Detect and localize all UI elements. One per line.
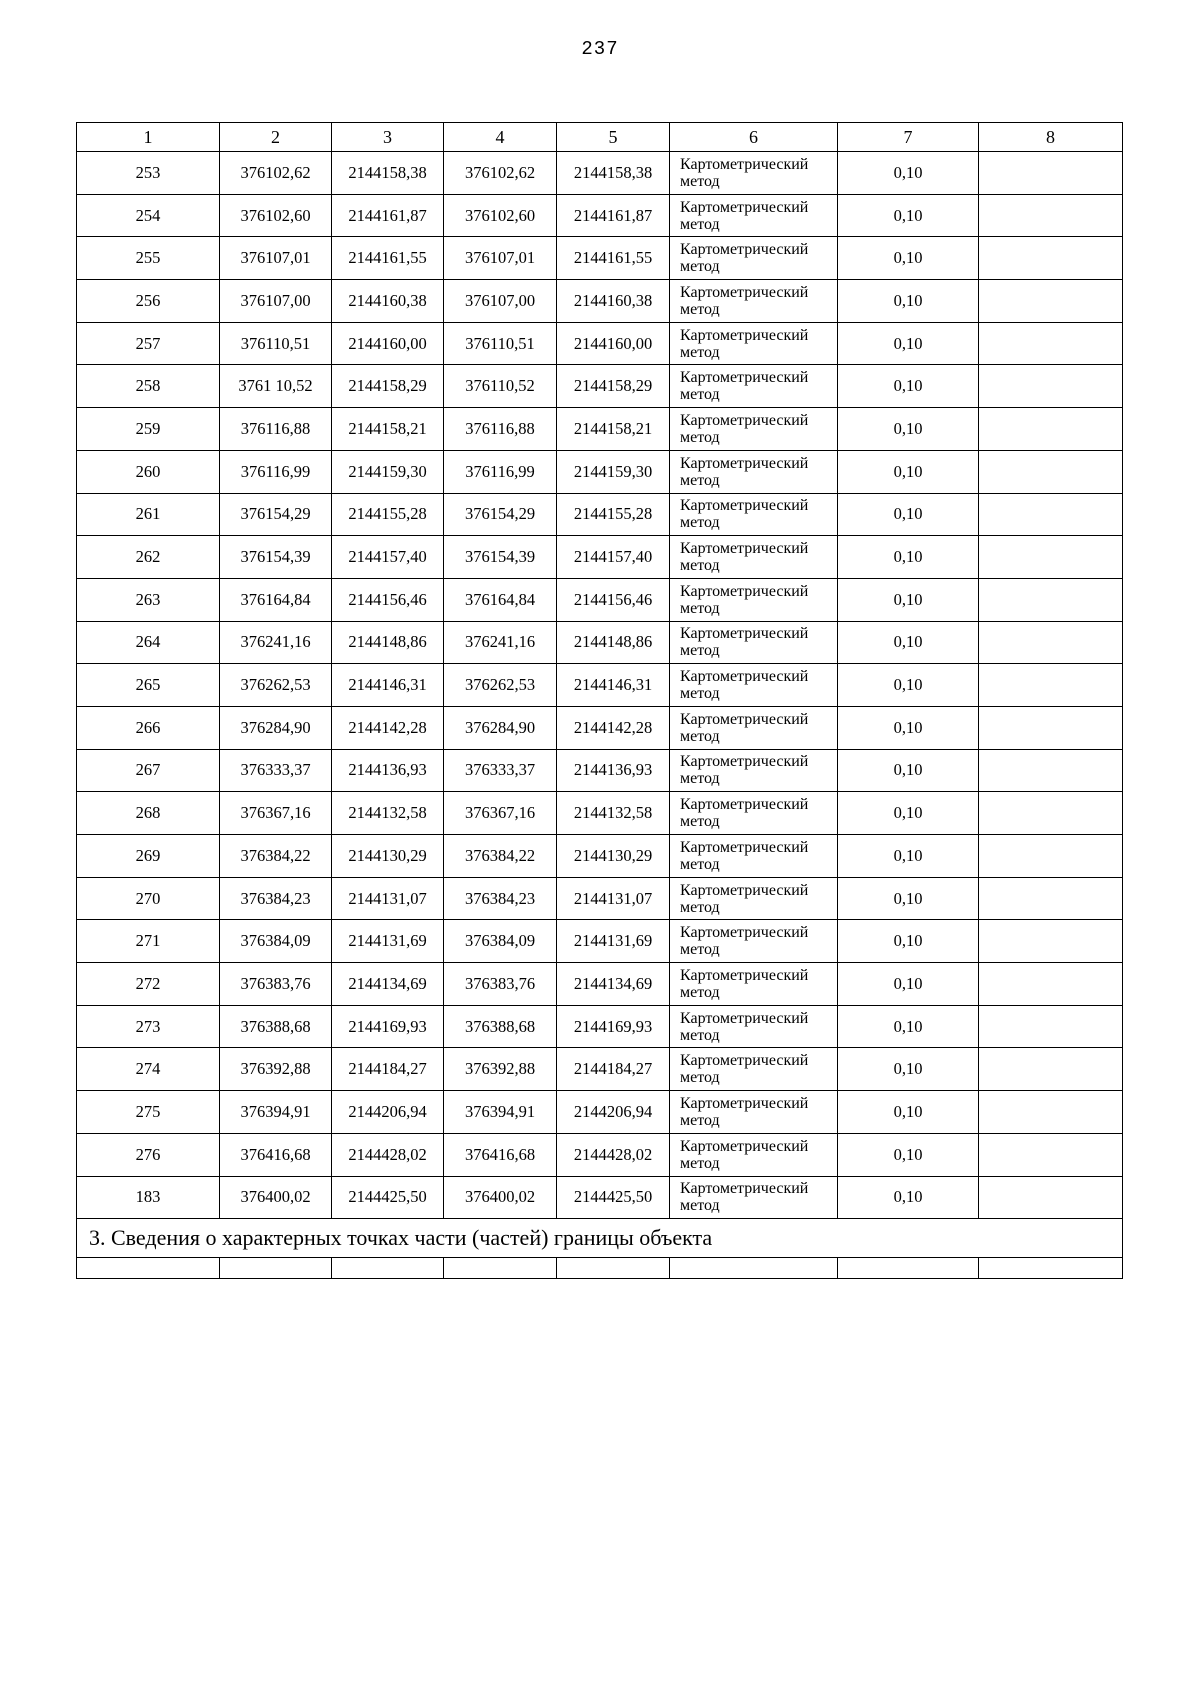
point-number-cell: 260 (77, 450, 220, 493)
method-line-1: Картометрический (680, 881, 809, 899)
point-number-cell: 258 (77, 365, 220, 408)
table-row (77, 237, 1123, 280)
y-refined-cell: 2144155,28 (557, 493, 670, 536)
y-refined-cell: 2144161,87 (557, 194, 670, 237)
method-line-1: Картометрический (680, 710, 809, 728)
note-cell (979, 792, 1123, 835)
x-existing-cell: 376262,53 (220, 664, 332, 707)
x-refined-cell: 376333,37 (444, 749, 557, 792)
accuracy-cell: 0,10 (838, 621, 979, 664)
method-line-1: Картометрический (680, 1094, 809, 1112)
note-cell (979, 706, 1123, 749)
table-row (77, 1005, 1123, 1048)
y-refined-cell: 2144428,02 (557, 1133, 670, 1176)
method-line-2: метод (680, 685, 720, 703)
method-line-1: Картометрический (680, 838, 809, 856)
column-header: 6 (670, 123, 838, 152)
table-row (77, 1091, 1123, 1134)
accuracy-cell: 0,10 (838, 664, 979, 707)
method-line-1: Картометрический (680, 1180, 809, 1198)
x-existing-cell: 376333,37 (220, 749, 332, 792)
method-line-2: метод (680, 343, 720, 361)
method-line-2: метод (680, 215, 720, 233)
x-refined-cell: 376102,62 (444, 152, 557, 195)
point-number-cell: 256 (77, 280, 220, 323)
point-number-cell: 276 (77, 1133, 220, 1176)
method-line-2: метод (680, 471, 720, 489)
y-refined-cell: 2144425,50 (557, 1176, 670, 1219)
y-existing-cell: 2144146,31 (332, 664, 444, 707)
accuracy-cell: 0,10 (838, 194, 979, 237)
method-line-2: метод (680, 599, 720, 617)
method-cell (670, 536, 838, 579)
y-existing-cell: 2144136,93 (332, 749, 444, 792)
note-cell (979, 1048, 1123, 1091)
method-cell (670, 1176, 838, 1219)
y-refined-cell: 2144160,00 (557, 322, 670, 365)
note-cell (979, 1176, 1123, 1219)
x-existing-cell: 376367,16 (220, 792, 332, 835)
method-line-1: Картометрический (680, 668, 809, 686)
point-number-cell: 273 (77, 1005, 220, 1048)
table-row (77, 578, 1123, 621)
y-refined-cell: 2144131,69 (557, 920, 670, 963)
y-refined-cell: 2144158,38 (557, 152, 670, 195)
x-refined-cell: 376107,00 (444, 280, 557, 323)
accuracy-cell: 0,10 (838, 1091, 979, 1134)
method-line-2: метод (680, 1154, 720, 1172)
table-body (77, 152, 1123, 1279)
method-line-2: метод (680, 1026, 720, 1044)
accuracy-cell: 0,10 (838, 706, 979, 749)
method-line-2: метод (680, 557, 720, 575)
method-cell (670, 1133, 838, 1176)
x-existing-cell: 376102,60 (220, 194, 332, 237)
x-refined-cell: 376416,68 (444, 1133, 557, 1176)
point-number-cell: 263 (77, 578, 220, 621)
method-line-1: Картометрический (680, 625, 809, 643)
table-row (77, 408, 1123, 451)
point-number-cell: 266 (77, 706, 220, 749)
method-line-2: метод (680, 300, 720, 318)
y-existing-cell: 2144159,30 (332, 450, 444, 493)
point-number-cell: 272 (77, 963, 220, 1006)
note-cell (979, 578, 1123, 621)
accuracy-cell: 0,10 (838, 1048, 979, 1091)
accuracy-cell: 0,10 (838, 835, 979, 878)
method-line-2: метод (680, 386, 720, 404)
method-line-2: метод (680, 770, 720, 788)
point-number-cell: 265 (77, 664, 220, 707)
method-cell (670, 1091, 838, 1134)
y-existing-cell: 2144131,07 (332, 877, 444, 920)
x-existing-cell: 376384,09 (220, 920, 332, 963)
method-line-1: Картометрический (680, 454, 809, 472)
method-line-1: Картометрический (680, 1137, 809, 1155)
table-row (77, 706, 1123, 749)
method-cell (670, 194, 838, 237)
method-cell (670, 493, 838, 536)
x-refined-cell: 376384,09 (444, 920, 557, 963)
note-cell (979, 408, 1123, 451)
y-existing-cell: 2144158,29 (332, 365, 444, 408)
point-number-cell: 264 (77, 621, 220, 664)
note-cell (979, 963, 1123, 1006)
x-refined-cell: 376388,68 (444, 1005, 557, 1048)
x-existing-cell: 376107,00 (220, 280, 332, 323)
method-line-1: Картометрический (680, 155, 809, 173)
x-existing-cell: 376241,16 (220, 621, 332, 664)
header-row (77, 123, 1123, 152)
y-existing-cell: 2144158,21 (332, 408, 444, 451)
accuracy-cell: 0,10 (838, 536, 979, 579)
table-row (77, 194, 1123, 237)
x-refined-cell: 376392,88 (444, 1048, 557, 1091)
method-line-2: метод (680, 642, 720, 660)
table-row (77, 450, 1123, 493)
x-refined-cell: 376110,52 (444, 365, 557, 408)
accuracy-cell: 0,10 (838, 408, 979, 451)
note-cell (979, 322, 1123, 365)
y-existing-cell: 2144148,86 (332, 621, 444, 664)
column-header: 7 (838, 123, 979, 152)
x-existing-cell: 376154,39 (220, 536, 332, 579)
empty-cell (557, 1258, 670, 1279)
note-cell (979, 450, 1123, 493)
y-existing-cell: 2144156,46 (332, 578, 444, 621)
method-line-1: Картометрический (680, 283, 809, 301)
y-existing-cell: 2144130,29 (332, 835, 444, 878)
x-refined-cell: 376367,16 (444, 792, 557, 835)
table-row (77, 877, 1123, 920)
table-row (77, 1048, 1123, 1091)
x-refined-cell: 376394,91 (444, 1091, 557, 1134)
point-number-cell: 262 (77, 536, 220, 579)
x-refined-cell: 376384,23 (444, 877, 557, 920)
table-row (77, 664, 1123, 707)
method-line-2: метод (680, 172, 720, 190)
y-existing-cell: 2144161,55 (332, 237, 444, 280)
note-cell (979, 237, 1123, 280)
y-existing-cell: 2144160,38 (332, 280, 444, 323)
method-cell (670, 578, 838, 621)
method-cell (670, 280, 838, 323)
x-existing-cell: 376154,29 (220, 493, 332, 536)
accuracy-cell: 0,10 (838, 963, 979, 1006)
method-cell (670, 877, 838, 920)
y-existing-cell: 2144184,27 (332, 1048, 444, 1091)
y-existing-cell: 2144169,93 (332, 1005, 444, 1048)
method-line-2: метод (680, 1197, 720, 1215)
accuracy-cell: 0,10 (838, 152, 979, 195)
y-refined-cell: 2144136,93 (557, 749, 670, 792)
x-existing-cell: 376164,84 (220, 578, 332, 621)
empty-row (77, 1258, 1123, 1279)
y-refined-cell: 2144158,21 (557, 408, 670, 451)
x-refined-cell: 376107,01 (444, 237, 557, 280)
note-cell (979, 877, 1123, 920)
method-cell (670, 963, 838, 1006)
note-cell (979, 1005, 1123, 1048)
note-cell (979, 152, 1123, 195)
table-row (77, 1176, 1123, 1219)
table-row (77, 621, 1123, 664)
x-refined-cell: 376164,84 (444, 578, 557, 621)
note-cell (979, 835, 1123, 878)
method-line-2: метод (680, 428, 720, 446)
y-refined-cell: 2144157,40 (557, 536, 670, 579)
method-cell (670, 450, 838, 493)
empty-cell (332, 1258, 444, 1279)
note-cell (979, 621, 1123, 664)
point-number-cell: 261 (77, 493, 220, 536)
x-refined-cell: 376116,99 (444, 450, 557, 493)
empty-cell (979, 1258, 1123, 1279)
empty-cell (77, 1258, 220, 1279)
method-line-1: Картометрический (680, 966, 809, 984)
x-refined-cell: 376154,39 (444, 536, 557, 579)
method-line-1: Картометрический (680, 540, 809, 558)
y-existing-cell: 2144131,69 (332, 920, 444, 963)
y-existing-cell: 2144160,00 (332, 322, 444, 365)
note-cell (979, 920, 1123, 963)
column-header: 4 (444, 123, 557, 152)
method-line-2: метод (680, 1111, 720, 1129)
method-line-1: Картометрический (680, 1009, 809, 1027)
method-cell (670, 920, 838, 963)
point-number-cell: 254 (77, 194, 220, 237)
point-number-cell: 257 (77, 322, 220, 365)
x-refined-cell: 376102,60 (444, 194, 557, 237)
method-line-2: метод (680, 1069, 720, 1087)
accuracy-cell: 0,10 (838, 493, 979, 536)
x-refined-cell: 376383,76 (444, 963, 557, 1006)
empty-cell (838, 1258, 979, 1279)
accuracy-cell: 0,10 (838, 365, 979, 408)
table-row (77, 835, 1123, 878)
x-existing-cell: 376116,99 (220, 450, 332, 493)
method-cell (670, 835, 838, 878)
y-existing-cell: 2144157,40 (332, 536, 444, 579)
x-existing-cell: 376400,02 (220, 1176, 332, 1219)
note-cell (979, 280, 1123, 323)
y-existing-cell: 2144158,38 (332, 152, 444, 195)
note-cell (979, 365, 1123, 408)
method-cell (670, 792, 838, 835)
empty-cell (444, 1258, 557, 1279)
table-row (77, 749, 1123, 792)
column-header: 1 (77, 123, 220, 152)
method-line-1: Картометрический (680, 411, 809, 429)
y-existing-cell: 2144161,87 (332, 194, 444, 237)
x-existing-cell: 376102,62 (220, 152, 332, 195)
method-line-2: метод (680, 813, 720, 831)
y-existing-cell: 2144132,58 (332, 792, 444, 835)
method-line-2: метод (680, 941, 720, 959)
table-row (77, 1133, 1123, 1176)
point-number-cell: 269 (77, 835, 220, 878)
y-refined-cell: 2144146,31 (557, 664, 670, 707)
x-existing-cell: 376392,88 (220, 1048, 332, 1091)
point-number-cell: 270 (77, 877, 220, 920)
x-existing-cell: 376388,68 (220, 1005, 332, 1048)
point-number-cell: 267 (77, 749, 220, 792)
y-refined-cell: 2144206,94 (557, 1091, 670, 1134)
x-existing-cell: 376110,51 (220, 322, 332, 365)
accuracy-cell: 0,10 (838, 280, 979, 323)
note-cell (979, 194, 1123, 237)
x-existing-cell: 376394,91 (220, 1091, 332, 1134)
section-title: 3. Сведения о характерных точках части (частей) границы объекта (77, 1219, 1123, 1258)
method-cell (670, 664, 838, 707)
x-refined-cell: 376116,88 (444, 408, 557, 451)
method-line-1: Картометрический (680, 326, 809, 344)
table-row (77, 152, 1123, 195)
column-header: 2 (220, 123, 332, 152)
table-row (77, 963, 1123, 1006)
x-refined-cell: 376384,22 (444, 835, 557, 878)
x-existing-cell: 376384,23 (220, 877, 332, 920)
y-existing-cell: 2144428,02 (332, 1133, 444, 1176)
point-number-cell: 274 (77, 1048, 220, 1091)
point-number-cell: 271 (77, 920, 220, 963)
method-line-1: Картометрический (680, 198, 809, 216)
note-cell (979, 749, 1123, 792)
method-cell (670, 1048, 838, 1091)
y-existing-cell: 2144206,94 (332, 1091, 444, 1134)
y-refined-cell: 2144132,58 (557, 792, 670, 835)
table-row (77, 493, 1123, 536)
x-refined-cell: 376110,51 (444, 322, 557, 365)
y-refined-cell: 2144160,38 (557, 280, 670, 323)
accuracy-cell: 0,10 (838, 578, 979, 621)
method-line-2: метод (680, 855, 720, 873)
x-existing-cell: 376416,68 (220, 1133, 332, 1176)
x-refined-cell: 376241,16 (444, 621, 557, 664)
point-number-cell: 259 (77, 408, 220, 451)
table-row (77, 280, 1123, 323)
y-existing-cell: 2144425,50 (332, 1176, 444, 1219)
table-row (77, 792, 1123, 835)
point-number-cell: 183 (77, 1176, 220, 1219)
method-line-1: Картометрический (680, 241, 809, 259)
accuracy-cell: 0,10 (838, 1133, 979, 1176)
column-header: 5 (557, 123, 670, 152)
x-refined-cell: 376154,29 (444, 493, 557, 536)
method-cell (670, 706, 838, 749)
method-cell (670, 237, 838, 280)
y-refined-cell: 2144158,29 (557, 365, 670, 408)
point-number-cell: 253 (77, 152, 220, 195)
method-line-2: метод (680, 898, 720, 916)
method-cell (670, 408, 838, 451)
x-existing-cell: 376107,01 (220, 237, 332, 280)
y-existing-cell: 2144142,28 (332, 706, 444, 749)
y-refined-cell: 2144134,69 (557, 963, 670, 1006)
y-refined-cell: 2144131,07 (557, 877, 670, 920)
table-row (77, 536, 1123, 579)
x-refined-cell: 376284,90 (444, 706, 557, 749)
method-cell (670, 365, 838, 408)
accuracy-cell: 0,10 (838, 792, 979, 835)
note-cell (979, 536, 1123, 579)
x-existing-cell: 3761 10,52 (220, 365, 332, 408)
method-line-1: Картометрический (680, 582, 809, 600)
method-line-1: Картометрический (680, 497, 809, 515)
y-existing-cell: 2144155,28 (332, 493, 444, 536)
accuracy-cell: 0,10 (838, 877, 979, 920)
column-header: 3 (332, 123, 444, 152)
method-line-1: Картометрический (680, 796, 809, 814)
method-line-2: метод (680, 514, 720, 532)
note-cell (979, 493, 1123, 536)
point-number-cell: 268 (77, 792, 220, 835)
method-cell (670, 322, 838, 365)
table-row (77, 920, 1123, 963)
y-refined-cell: 2144142,28 (557, 706, 670, 749)
method-cell (670, 621, 838, 664)
note-cell (979, 1133, 1123, 1176)
x-refined-cell: 376262,53 (444, 664, 557, 707)
method-line-2: метод (680, 983, 720, 1001)
method-cell (670, 152, 838, 195)
accuracy-cell: 0,10 (838, 1005, 979, 1048)
accuracy-cell: 0,10 (838, 322, 979, 365)
method-line-2: метод (680, 727, 720, 745)
y-refined-cell: 2144161,55 (557, 237, 670, 280)
point-number-cell: 275 (77, 1091, 220, 1134)
column-header: 8 (979, 123, 1123, 152)
coordinates-table (76, 122, 1123, 1279)
y-refined-cell: 2144184,27 (557, 1048, 670, 1091)
method-cell (670, 1005, 838, 1048)
y-refined-cell: 2144159,30 (557, 450, 670, 493)
method-line-1: Картометрический (680, 369, 809, 387)
accuracy-cell: 0,10 (838, 450, 979, 493)
x-existing-cell: 376384,22 (220, 835, 332, 878)
y-existing-cell: 2144134,69 (332, 963, 444, 1006)
x-existing-cell: 376116,88 (220, 408, 332, 451)
note-cell (979, 1091, 1123, 1134)
y-refined-cell: 2144156,46 (557, 578, 670, 621)
accuracy-cell: 0,10 (838, 749, 979, 792)
page-number: 237 (581, 38, 619, 60)
section-heading-row (77, 1219, 1123, 1258)
x-existing-cell: 376284,90 (220, 706, 332, 749)
accuracy-cell: 0,10 (838, 1176, 979, 1219)
accuracy-cell: 0,10 (838, 920, 979, 963)
method-line-1: Картометрический (680, 924, 809, 942)
y-refined-cell: 2144169,93 (557, 1005, 670, 1048)
table-row (77, 322, 1123, 365)
method-line-2: метод (680, 258, 720, 276)
table-row (77, 365, 1123, 408)
accuracy-cell: 0,10 (838, 237, 979, 280)
x-refined-cell: 376400,02 (444, 1176, 557, 1219)
method-cell (670, 749, 838, 792)
y-refined-cell: 2144130,29 (557, 835, 670, 878)
note-cell (979, 664, 1123, 707)
empty-cell (670, 1258, 838, 1279)
method-line-1: Картометрический (680, 753, 809, 771)
method-line-1: Картометрический (680, 1052, 809, 1070)
empty-cell (220, 1258, 332, 1279)
y-refined-cell: 2144148,86 (557, 621, 670, 664)
x-existing-cell: 376383,76 (220, 963, 332, 1006)
point-number-cell: 255 (77, 237, 220, 280)
